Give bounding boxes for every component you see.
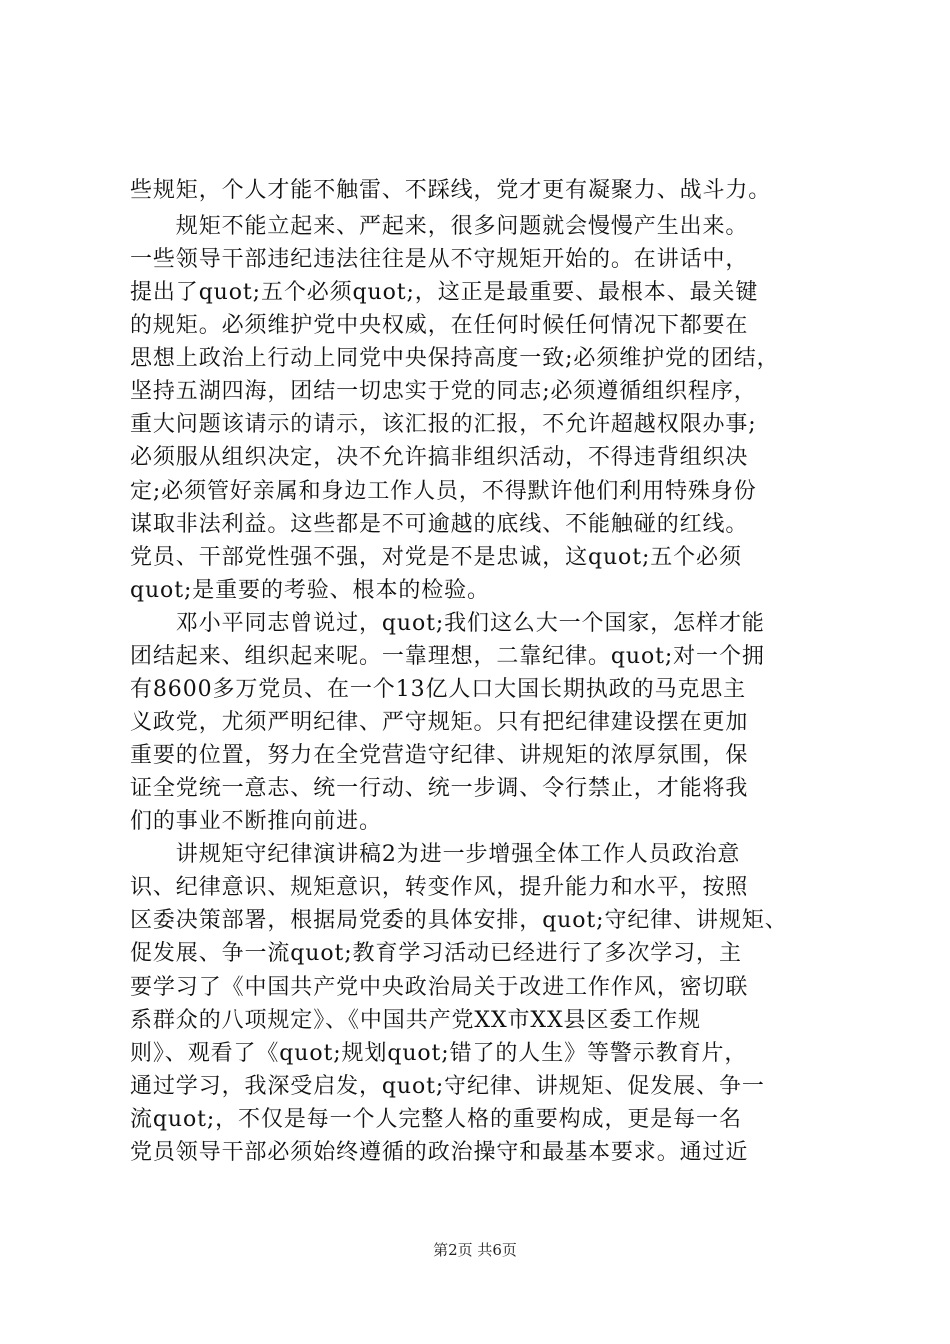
page-number-footer: 第2页 共6页 <box>433 1241 517 1259</box>
text-line: 坚持五湖四海，团结一切忠实于党的同志;必须遵循组织程序， <box>130 379 757 404</box>
text-line: 证全党统一意志、统一行动、统一步调、令行禁止，才能将我 <box>130 776 749 801</box>
text-line: 们的事业不断推向前进。 <box>130 809 382 834</box>
text-line: 义政党，尤须严明纪律、严守规矩。只有把纪律建设摆在更加 <box>130 710 749 735</box>
text-line: quot;是重要的考验、根本的检验。 <box>130 578 490 603</box>
text-line: 促发展、争一流quot;教育学习活动已经进行了多次学习，主 <box>130 941 742 966</box>
text-line: 思想上政治上行动上同党中央保持高度一致;必须维护党的团结， <box>130 346 780 371</box>
text-line: 有8600多万党员、在一个13亿人口大国长期执政的马克思主 <box>130 677 747 702</box>
text-line: 些规矩，个人才能不触雷、不踩线，党才更有凝聚力、战斗力。 <box>130 178 772 203</box>
text-line: 定;必须管好亲属和身边工作人员，不得默许他们利用特殊身份 <box>130 479 757 504</box>
text-line: 一些领导干部违纪违法往往是从不守规矩开始的。在讲话中， <box>130 247 749 272</box>
text-line: 谋取非法利益。这些都是不可逾越的底线、不能触碰的红线。 <box>130 512 749 537</box>
text-line: 团结起来、组织起来呢。一靠理想，二靠纪律。quot;对一个拥 <box>130 644 765 669</box>
text-line: 规矩不能立起来、严起来，很多问题就会慢慢产生出来。 <box>130 214 749 239</box>
text-line: 重大问题该请示的请示，该汇报的汇报，不允许超越权限办事; <box>130 412 757 437</box>
text-line: 重要的位置，努力在全党营造守纪律、讲规矩的浓厚氛围，保 <box>130 743 749 768</box>
text-line: 必须服从组织决定，决不允许搞非组织活动，不得违背组织决 <box>130 445 749 470</box>
text-line: 通过学习，我深受启发，quot;守纪律、讲规矩、促发展、争一 <box>130 1074 765 1099</box>
text-line: 区委决策部署，根据局党委的具体安排，quot;守纪律、讲规矩、 <box>130 908 788 933</box>
text-line: 系群众的八项规定》、《中国共产党XX市XX县区委工作规 <box>130 1008 701 1033</box>
text-line: 流quot;，不仅是每一个人完整人格的重要构成，更是每一名 <box>130 1107 742 1132</box>
text-line: 邓小平同志曾说过，quot;我们这么大一个国家，怎样才能 <box>130 611 765 636</box>
text-line: 识、纪律意识、规矩意识，转变作风，提升能力和水平，按照 <box>130 875 749 900</box>
text-line: 则》、观看了《quot;规划quot;错了的人生》等警示教育片， <box>130 1041 748 1066</box>
text-line: 的规矩。必须维护党中央权威，在任何时候任何情况下都要在 <box>130 313 749 338</box>
text-line: 提出了quot;五个必须quot;，这正是最重要、最根本、最关键 <box>130 280 759 305</box>
text-line: 讲规矩守纪律演讲稿2为进一步增强全体工作人员政治意 <box>130 842 741 867</box>
text-line: 党员领导干部必须始终遵循的政治操守和最基本要求。通过近 <box>130 1140 749 1165</box>
text-line: 党员、干部党性强不强，对党是不是忠诚，这quot;五个必须 <box>130 545 742 570</box>
text-line: 要学习了《中国共产党中央政治局关于改进工作作风，密切联 <box>130 975 749 1000</box>
